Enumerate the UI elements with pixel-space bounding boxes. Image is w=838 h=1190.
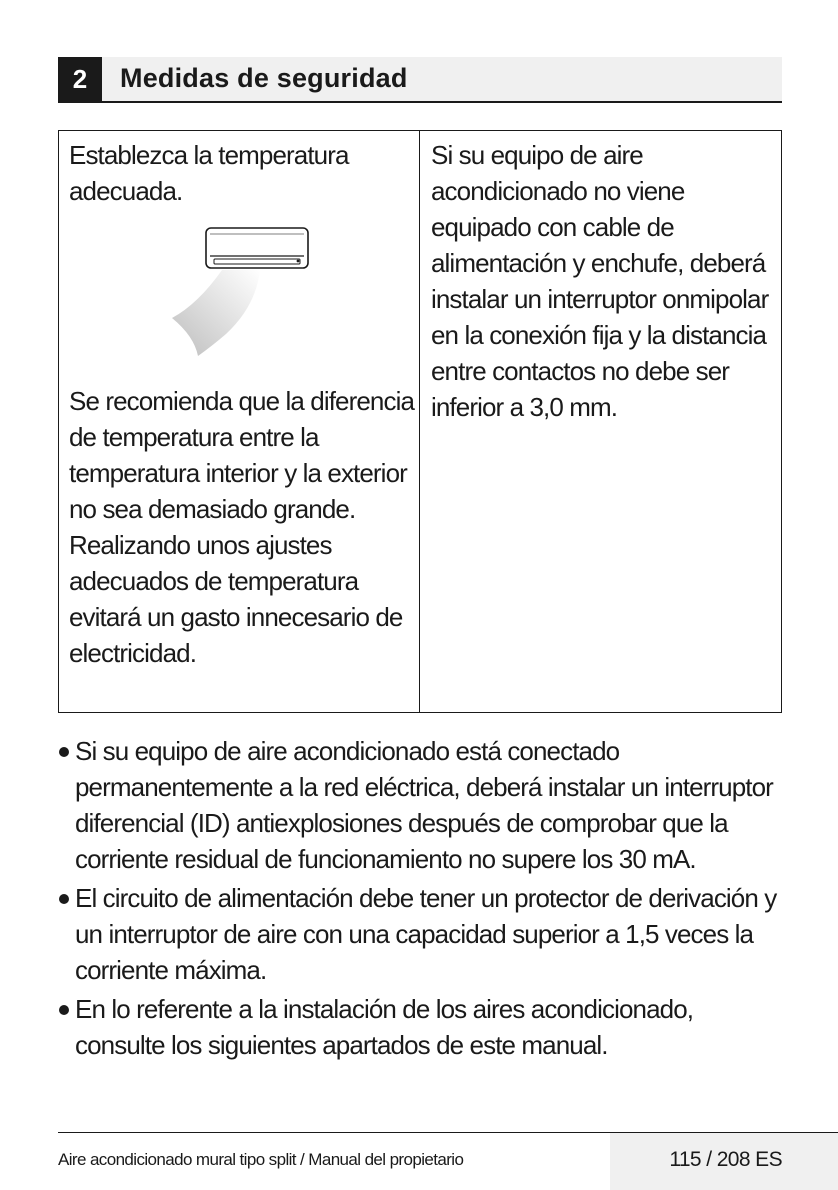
bullet-text: En lo referente a la instalación de los aires acondicionado, consulte los siguientes apartados de este manual. xyxy=(75,994,694,1060)
temperature-difference-text: Se recomienda que la diferencia de temperatura entre la temperatura interior y la exterior no sea demasiado grande. xyxy=(69,386,414,524)
safety-info-table xyxy=(58,130,782,713)
table-cell-right xyxy=(420,131,781,712)
bullet-icon xyxy=(59,894,69,904)
list-item xyxy=(58,880,788,988)
list-item xyxy=(58,733,788,877)
temperature-instruction: Establezca la temperatura adecuada. xyxy=(69,140,349,206)
energy-saving-text: Realizando unos ajustes adecuados de temperatura evitará un gasto innecesario de electricidad. xyxy=(69,530,403,668)
section-number: 2 xyxy=(58,57,102,101)
section-title: Medidas de seguridad xyxy=(120,63,408,93)
bullet-text: Si su equipo de aire acondicionado está conectado permanentemente a la red eléctrica, deberá instalar un interruptor diferencial (ID) antiexplosiones después de comprobar que la corriente residual de funcionamiento no supere los 30 mA. xyxy=(75,736,773,874)
footer-manual-title: Aire acondicionado mural tipo split / Manual del propietario xyxy=(58,1150,464,1169)
air-conditioner-icon xyxy=(164,226,314,361)
temperature-advice xyxy=(69,383,414,671)
footer-page-number: 115 / 208 ES xyxy=(669,1148,782,1171)
bullet-icon xyxy=(59,747,69,757)
bullet-icon xyxy=(59,1005,69,1015)
safety-bullet-list xyxy=(58,733,788,1066)
table-cell-left xyxy=(59,131,420,712)
section-header xyxy=(58,57,782,103)
omnipolar-switch-text: Si su equipo de aire acondicionado no viene equipado con cable de alimentación y enchufe, deberá instalar un interruptor onmipolar en la conexión fija y la distancia entre contactos no debe ser inferior a 3,0 mm. xyxy=(431,140,769,422)
list-item xyxy=(58,991,788,1063)
bullet-text: El circuito de alimentación debe tener un protector de derivación y un interruptor de aire con una capacidad superior a 1,5 veces la corriente máxima. xyxy=(75,883,777,985)
